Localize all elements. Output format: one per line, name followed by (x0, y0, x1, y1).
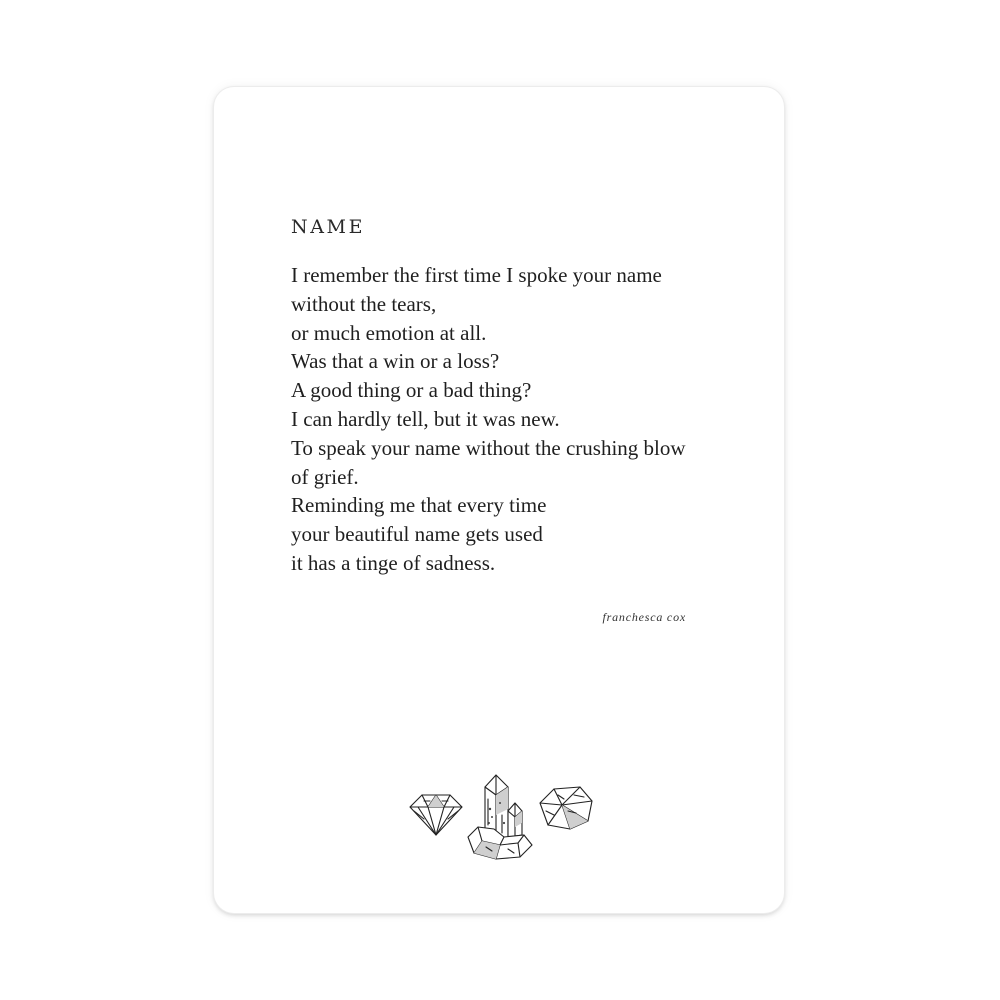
poem-line: Was that a win or a loss? (291, 349, 500, 374)
poem-line: it has a tinge of sadness. (291, 550, 496, 575)
author-signature: franchesca cox (602, 610, 686, 624)
poem-title: NAME (291, 216, 366, 238)
poem-line: of grief. (291, 464, 359, 489)
poem-line: your beautiful name gets used (291, 522, 543, 547)
gem-illustration-svg (404, 765, 614, 861)
poem-line: I can hardly tell, but it was new. (291, 406, 560, 431)
diamond-icon (410, 795, 462, 835)
poem-line: or much emotion at all. (291, 320, 487, 345)
gem-illustration (404, 765, 614, 861)
poem-line: A good thing or a bad thing? (291, 378, 532, 403)
poem-line: To speak your name without the crushing blow (291, 435, 686, 460)
rough-gem-icon (540, 787, 592, 829)
poem-line: Reminding me that every time (291, 493, 547, 518)
poem-line: without the tears, (291, 291, 437, 316)
poem-card (214, 87, 784, 913)
poem-body (291, 261, 731, 578)
poem-line: I remember the first time I spoke your name (291, 263, 662, 287)
crystal-cluster-icon (468, 775, 532, 859)
